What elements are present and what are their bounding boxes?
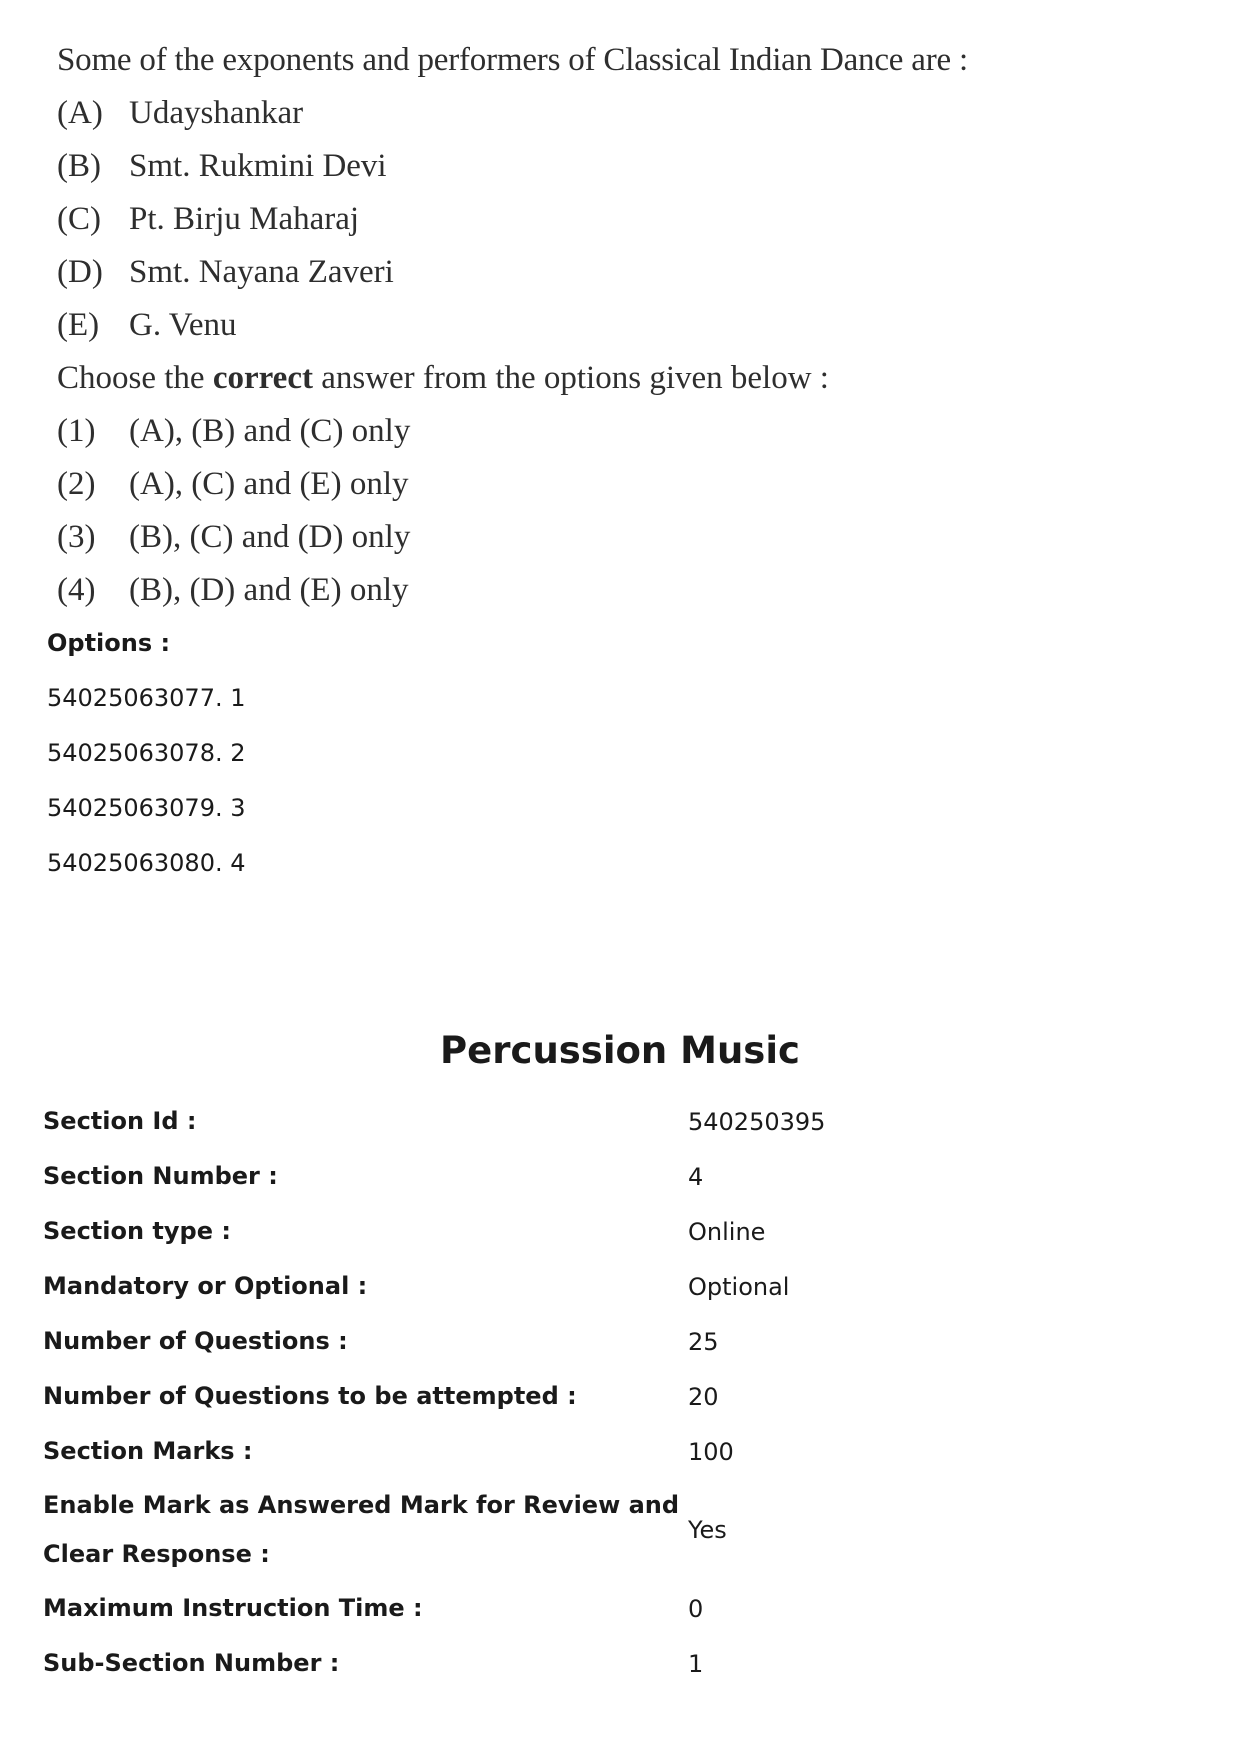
statement-label: (A) [57,95,103,131]
section-title: Percussion Music [440,1029,800,1072]
instruction-emphasis: correct [212,360,313,396]
statement-text: Udayshankar [129,95,304,131]
info-row [43,1259,1193,1314]
statement-text: Smt. Rukmini Devi [129,148,387,184]
info-key: Section Marks : [43,1437,253,1465]
info-value: Online [688,1217,766,1246]
info-key: Mandatory or Optional : [43,1272,368,1300]
option-item: 54025063079. 3 [47,794,246,822]
info-value: Optional [688,1272,790,1301]
option-item: 54025063080. 4 [47,849,246,877]
info-value: 4 [688,1162,704,1191]
info-key: Section Number : [43,1162,278,1190]
info-row [43,1314,1193,1369]
statement-text: Pt. Birju Maharaj [129,201,360,237]
info-row [43,1094,1193,1149]
answer-choice [57,411,957,451]
choice-label: (1) [57,413,96,449]
choice-text: (A), (B) and (C) only [129,413,411,449]
statement-label: (E) [57,307,100,343]
answer-choice [57,464,957,504]
question-stem: Some of the exponents and performers of Classical Indian Dance are : [57,42,968,78]
info-row [43,1204,1193,1259]
info-value: 540250395 [688,1107,826,1136]
choice-text: (B), (C) and (D) only [129,519,411,555]
option-item: 54025063078. 2 [47,739,246,767]
question-instruction [57,358,957,398]
info-key: Section Id : [43,1107,197,1135]
question-block [57,40,968,623]
section-info-table [43,1094,1193,1691]
info-value: 25 [688,1327,719,1356]
choice-label: (4) [57,572,96,608]
statement-item [57,146,957,186]
info-value: 100 [688,1437,734,1466]
choice-text: (A), (C) and (E) only [129,466,409,502]
statement-item [57,252,957,292]
answer-choice [57,517,957,557]
option-item: 54025063077. 1 [47,684,246,712]
statement-item [57,93,957,133]
choice-text: (B), (D) and (E) only [129,572,409,608]
info-value: Yes [688,1516,727,1544]
statement-text: G. Venu [129,307,237,343]
choice-label: (3) [57,519,96,555]
instruction-post: answer from the options given below : [312,360,829,396]
info-row [43,1369,1193,1424]
info-row [43,1479,1193,1581]
instruction-pre: Choose the [57,360,213,396]
info-row [43,1424,1193,1479]
info-row [43,1149,1193,1204]
statement-item [57,199,957,239]
info-value: 0 [688,1594,704,1623]
choice-label: (2) [57,466,96,502]
info-key: Section type : [43,1217,231,1245]
statement-label: (C) [57,201,101,237]
options-title: Options : [47,629,171,657]
statement-label: (B) [57,148,101,184]
info-row [43,1581,1193,1636]
statement-label: (D) [57,254,103,290]
info-key: Enable Mark as Answered Mark for Review and Clear Response : [43,1491,680,1568]
info-key: Sub-Section Number : [43,1649,340,1677]
options-list [47,628,246,903]
answer-choice [57,570,957,610]
info-key: Number of Questions to be attempted : [43,1382,577,1410]
statement-text: Smt. Nayana Zaveri [129,254,394,290]
statement-item [57,305,957,345]
info-row [43,1636,1193,1691]
info-key: Number of Questions : [43,1327,348,1355]
info-value: 20 [688,1382,719,1411]
info-value: 1 [688,1649,704,1678]
info-key: Maximum Instruction Time : [43,1594,423,1622]
